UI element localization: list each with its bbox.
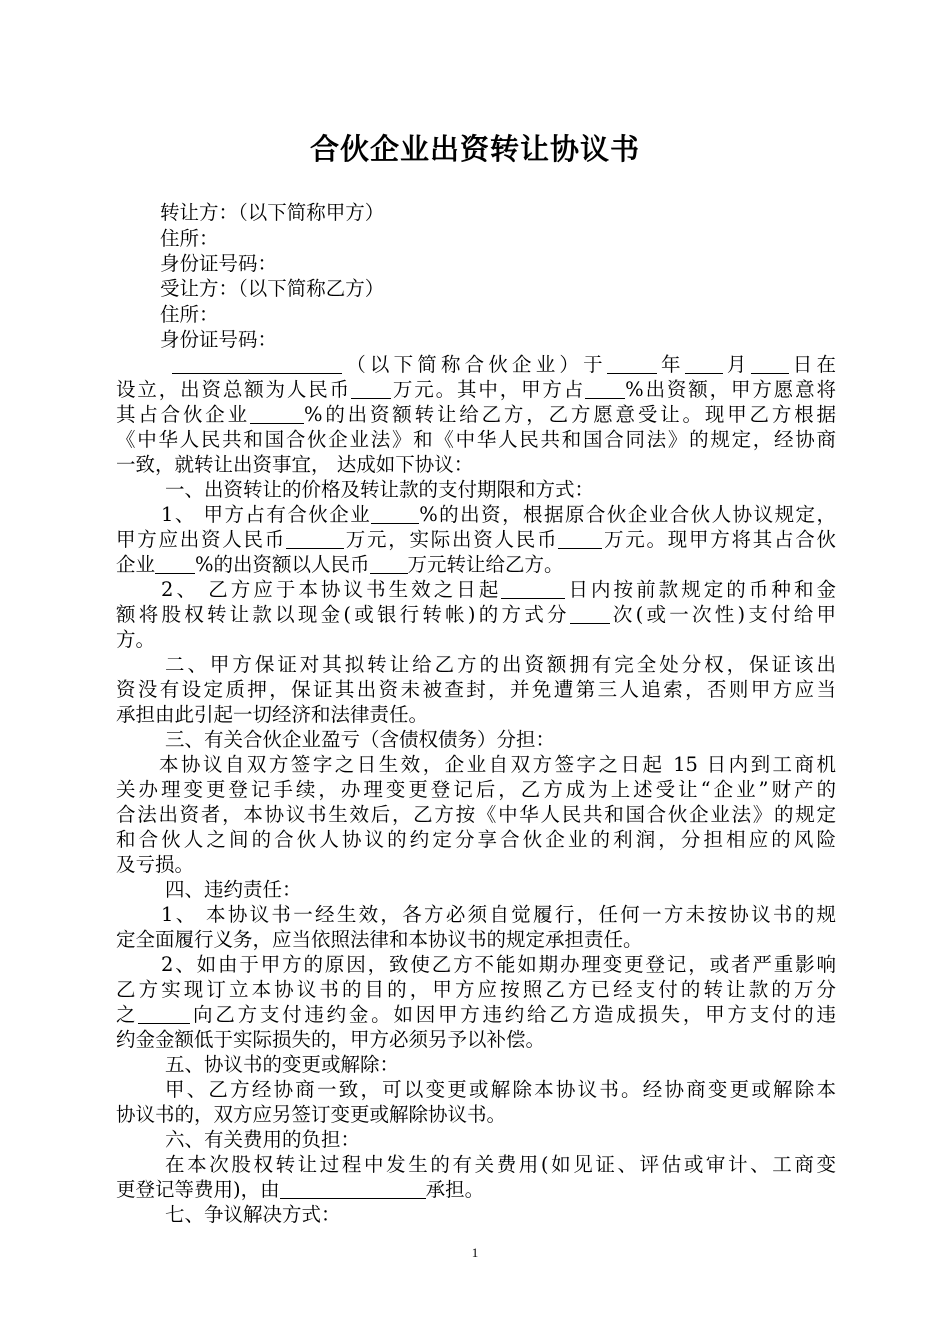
- clause-1-2-line-3: 方。: [116, 628, 156, 651]
- preamble-line-3: 其占合伙企业 %的出资额转让给乙方，乙方愿意受让。现甲乙方根据: [116, 403, 836, 426]
- section-7-heading: 七、争议解决方式：: [165, 1203, 341, 1226]
- section-6-heading: 六、有关费用的负担：: [165, 1128, 361, 1151]
- clause-1-1-line-2: 甲方应出资人民币 万元，实际出资人民币 万元。现甲方将其占合伙: [116, 528, 836, 551]
- clause-4-1-line-2: 定全面履行义务，应当依照法律和本协议书的规定承担责任。: [116, 928, 643, 951]
- section-6-line-2: 更登记等费用)，由 承担。: [116, 1178, 485, 1201]
- document-title: 合伙企业出资转让协议书: [309, 132, 640, 166]
- section-3-line-1: 本协议自双方签字之日生效，企业自双方签字之日起 15 日内到工商机: [159, 753, 836, 776]
- transferor-id-line: 身份证号码：: [160, 252, 278, 275]
- total-capital-blank[interactable]: [351, 379, 391, 399]
- clause-4-2-line-1: 2、如由于甲方的原因，致使乙方不能如期办理变更登记，或者严重影响: [161, 953, 836, 976]
- clause-4-2-line-3: 之 向乙方支付违约金。如因甲方违约给乙方造成损失，甲方支付的违: [116, 1003, 836, 1026]
- transferor-line: 转让方：（以下简称甲方）: [160, 201, 385, 224]
- penalty-rate-blank[interactable]: [138, 1004, 190, 1024]
- held-share-blank[interactable]: [371, 504, 419, 524]
- clause-1-2-line-1: 2、 乙方应于本协议书生效之日起 日内按前款规定的币种和金: [161, 578, 836, 601]
- clause-4-1-line-1: 1、 本协议书一经生效，各方必须自觉履行，任何一方未按协议书的规: [161, 903, 836, 926]
- section-4-heading: 四、违约责任：: [165, 878, 302, 901]
- payment-days-blank[interactable]: [501, 579, 565, 599]
- month-blank[interactable]: [685, 354, 723, 374]
- preamble-line-4: 《中华人民共和国合伙企业法》和《中华人民共和国合同法》的规定，经协商: [116, 428, 836, 451]
- transfer-price-blank[interactable]: [370, 554, 408, 574]
- clause-1-1-line-1: 1、 甲方占有合伙企业 %的出资，根据原合伙企业合伙人协议规定，: [161, 503, 836, 526]
- section-1-heading: 一、出资转让的价格及转让款的支付期限和方式：: [165, 478, 595, 501]
- section-3-heading: 三、有关合伙企业盈亏（含债权债务）分担：: [165, 728, 556, 751]
- section-3-line-3: 合法出资者，本协议书生效后，乙方按《中华人民共和国合伙企业法》的规定: [116, 803, 836, 826]
- fee-bearer-blank[interactable]: [280, 1179, 426, 1199]
- section-6-line-1: 在本次股权转让过程中发生的有关费用(如见证、评估或审计、工商变: [165, 1153, 836, 1176]
- section-2-line-1: 二、甲方保证对其拟转让给乙方的出资额拥有完全处分权，保证该出: [165, 653, 836, 676]
- section-2-line-3: 承担由此引起一切经济和法律责任。: [116, 703, 429, 726]
- section-3-line-4: 和合伙人之间的合伙人协议的约定分享合伙企业的利润，分担相应的风险: [116, 828, 836, 851]
- day-blank[interactable]: [751, 354, 789, 374]
- year-blank[interactable]: [607, 354, 657, 374]
- transferor-address-line: 住所：: [160, 227, 219, 250]
- installments-blank[interactable]: [570, 604, 610, 624]
- preamble-line-2: 设立，出资总额为人民币 万元。其中，甲方占 %出资额，甲方愿意将: [116, 378, 836, 401]
- section-5-line-1: 甲、乙方经协商一致，可以变更或解除本协议书。经协商变更或解除本: [165, 1078, 836, 1101]
- clause-1-2-line-2: 额将股权转让款以现金(或银行转帐)的方式分 次(或一次性)支付给甲: [116, 603, 837, 626]
- transferee-line: 受让方：（以下简称乙方）: [160, 277, 385, 300]
- required-capital-blank[interactable]: [286, 529, 344, 549]
- clause-4-2-line-4: 约金金额低于实际损失的，甲方必须另予以补偿。: [116, 1028, 546, 1051]
- section-3-line-2: 关办理变更登记手续，办理变更登记后，乙方成为上述受让“企业”财产的: [116, 778, 836, 801]
- party-a-share-blank[interactable]: [585, 379, 625, 399]
- section-2-line-2: 资没有设定质押，保证其出资未被查封，并免遭第三人追索，否则甲方应当: [116, 678, 836, 701]
- page-number: 1: [471, 1245, 479, 1260]
- transferee-id-line: 身份证号码：: [160, 328, 278, 351]
- transfer-percent-blank[interactable]: [155, 554, 195, 574]
- preamble-line-1: （以下简称合伙企业）于 年 月 日在: [116, 352, 836, 378]
- preamble-line-5: 一致，就转让出资事宜， 达成如下协议：: [116, 453, 474, 476]
- enterprise-name-blank[interactable]: [172, 354, 342, 374]
- transfer-share-blank[interactable]: [250, 404, 304, 424]
- section-5-line-2: 协议书的，双方应另签订变更或解除协议书。: [116, 1103, 507, 1126]
- section-3-line-5: 及亏损。: [116, 853, 195, 876]
- section-5-heading: 五、协议书的变更或解除：: [165, 1053, 400, 1076]
- clause-1-1-line-3: 企业 %的出资额以人民币 万元转让给乙方。: [116, 553, 564, 576]
- transferee-address-line: 住所：: [160, 303, 219, 326]
- clause-4-2-line-2: 乙方实现订立本协议书的目的，甲方应按照乙方已经支付的转让款的万分: [116, 978, 836, 1001]
- actual-capital-blank[interactable]: [558, 529, 602, 549]
